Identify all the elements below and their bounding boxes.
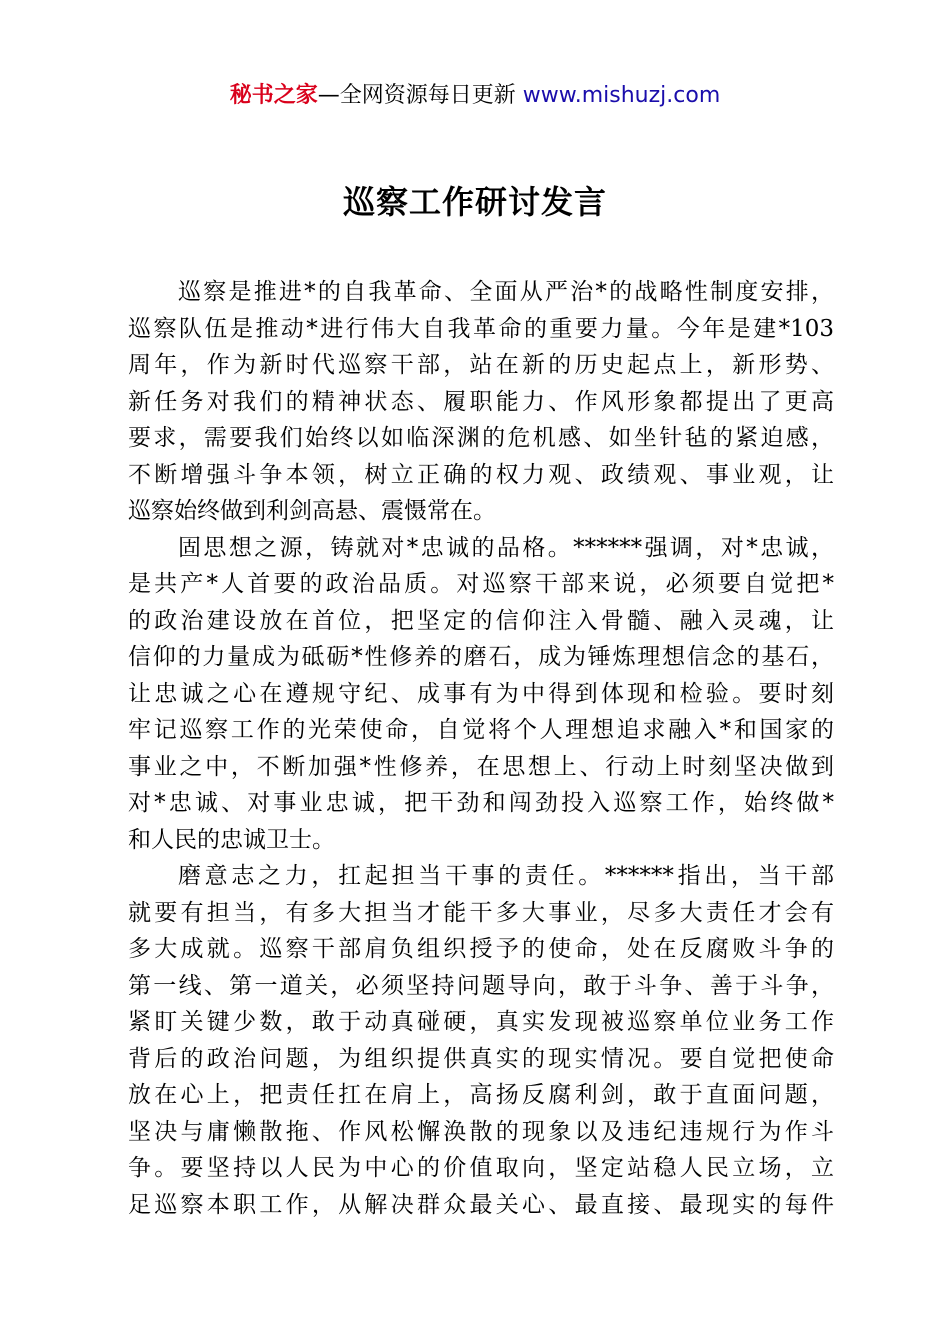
paragraph-3-line-9: 争。要坚持以人民为中心的价值取向，坚定站稳人民立场，立 — [128, 1155, 834, 1181]
paragraph-3-line-2: 就要有担当，有多大担当才能干多大事业，尽多大责任才会有 — [128, 899, 834, 926]
document-title: 巡察工作研讨发言 — [342, 183, 607, 221]
paragraph-1-line-4: 新任务对我们的精神状态、履职能力、作风形象都提出了更高 — [128, 388, 834, 415]
paragraph-2-line-5: 让忠诚之心在遵规守纪、成事有为中得到体现和检验。要时刻 — [128, 680, 834, 707]
paragraph-2-line-6: 牢记巡察工作的光荣使命，自觉将个人理想追求融入*和国家的 — [128, 717, 834, 743]
paragraph-3-line-8: 坚决与庸懒散拖、作风松懈涣散的现象以及违纪违规行为作斗 — [128, 1118, 834, 1145]
paragraph-2-line-3: 的政治建设放在首位，把坚定的信仰注入骨髓、融入灵魂，让 — [128, 607, 834, 634]
paragraph-2-line-8: 对*忠诚、对事业忠诚，把干劲和闯劲投入巡察工作，始终做* — [128, 790, 834, 816]
paragraph-2-line-4: 信仰的力量成为砥砺*性修养的磨石，成为锤炼理想信念的基石， — [128, 644, 834, 670]
paragraph-3-line-7: 放在心上，把责任扛在肩上，高扬反腐利剑，敢于直面问题， — [128, 1082, 834, 1108]
paragraph-3-line-6: 背后的政治问题，为组织提供真实的现实情况。要自觉把使命 — [128, 1045, 834, 1072]
paragraph-1-line-2: 巡察队伍是推动*进行伟大自我革命的重要力量。今年是建*103 — [128, 315, 834, 342]
paragraph-3-line-4: 第一线、第一道关，必须坚持问题导向，敢于斗争、善于斗争， — [128, 972, 834, 999]
site-brand: 秘书之家 — [229, 83, 318, 108]
paragraph-2-line-2: 是共产*人首要的政治品质。对巡察干部来说，必须要自觉把* — [128, 571, 834, 597]
site-url[interactable]: www.mishuzj.com — [522, 83, 721, 108]
paragraph-2-line-9: 和人民的忠诚卫士。 — [128, 826, 335, 853]
paragraph-1-line-7: 巡察始终做到利剑高悬、震慑常在。 — [128, 498, 496, 524]
paragraph-2-line-1: 固思想之源，铸就对*忠诚的品格。******强调，对*忠诚， — [178, 534, 834, 561]
paragraph-3-line-3: 多大成就。巡察干部肩负组织授予的使命，处在反腐败斗争的 — [128, 936, 834, 962]
paragraph-1-line-1: 巡察是推进*的自我革命、全面从严治*的战略性制度安排， — [178, 279, 834, 305]
paragraph-1-line-6: 不断增强斗争本领，树立正确的权力观、政绩观、事业观，让 — [128, 461, 834, 488]
document-body — [128, 274, 834, 1223]
site-tagline: —全网资源每日更新 — [317, 83, 523, 108]
paragraph-3-line-10: 足巡察本职工作，从解决群众最关心、最直接、最现实的每件 — [128, 1191, 834, 1218]
paragraph-1-line-3: 周年，作为新时代巡察干部，站在新的历史起点上，新形势、 — [128, 352, 834, 378]
paragraph-1-line-5: 要求，需要我们始终以如临深渊的危机感、如坐针毡的紧迫感， — [128, 425, 834, 451]
paragraph-2-line-7: 事业之中，不断加强*性修养，在思想上、行动上时刻坚决做到 — [128, 753, 834, 780]
site-banner — [0, 80, 950, 112]
paragraph-3-line-5: 紧盯关键少数，敢于动真碰硬，真实发现被巡察单位业务工作 — [128, 1009, 834, 1035]
paragraph-3-line-1: 磨意志之力，扛起担当干事的责任。******指出，当干部 — [178, 863, 834, 889]
